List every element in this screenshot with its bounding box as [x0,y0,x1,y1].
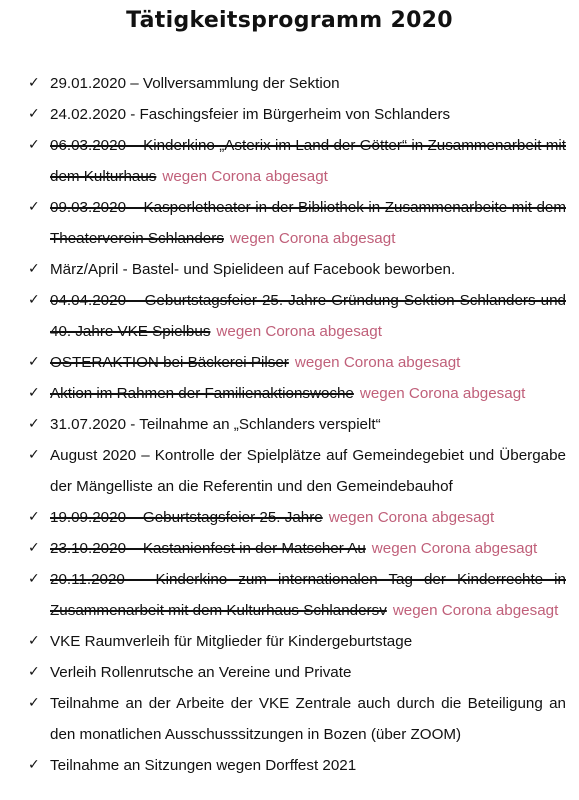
list-item [28,192,566,254]
list-item [28,533,566,564]
list-item [28,347,566,378]
checkmark-icon: ✓ [28,695,40,711]
cancel-note: wegen Corona abgesagt [328,509,495,526]
list-item [28,657,566,688]
list-item [28,688,566,750]
item-text-struck: 23.10.2020 – Kastanienfest in der Matscher Au [50,540,366,557]
list-item [28,409,566,440]
cancel-note: wegen Corona abgesagt [229,230,396,247]
item-text-struck: 09.03.2020 – Kasperletheater in der Bibliothek in Zusammenarbeite mit dem Theaterverein Schlanders [50,199,566,247]
item-text-struck: 04.04.2020 – Geburtstagsfeier 25. Jahre Gründung Sektion Schlanders und 40. Jahre VKE Spielbus [50,292,566,340]
list-item [28,130,566,192]
checkmark-icon: ✓ [28,75,40,91]
cancel-note: wegen Corona abgesagt [294,354,461,371]
item-text: VKE Raumverleih für Mitglieder für Kindergeburtstage [50,633,413,650]
checkmark-icon: ✓ [28,757,40,773]
checkmark-icon: ✓ [28,261,40,277]
checkmark-icon: ✓ [28,354,40,370]
checkmark-icon: ✓ [28,292,40,308]
item-text-struck: 19.09.2020 – Geburtstagsfeier 25. Jahre [50,509,323,526]
list-item [28,750,566,781]
list-item [28,68,566,99]
item-text-struck: 20.11.2020 – Kinderkino zum internationalen Tag der Kinderrechte in Zusammenarbeit mit dem Kulturhaus Schlandersv [50,571,566,619]
cancel-note: wegen Corona abgesagt [162,168,328,185]
list-item [28,254,566,285]
checkmark-icon: ✓ [28,509,40,525]
item-text: 29.01.2020 – Vollversammlung der Sektion [50,75,340,92]
item-text: März/April - Bastel- und Spielideen auf Facebook beworben. [50,261,456,278]
item-text-struck: 06.03.2020 – Kinderkino „Asterix im Land der Götter“ in Zusammenarbeit mit dem Kulturhaus [50,137,566,185]
checkmark-icon: ✓ [28,199,40,215]
cancel-note: wegen Corona abgesagt [371,540,538,557]
checkmark-icon: ✓ [28,137,40,153]
checkmark-icon: ✓ [28,447,40,463]
item-text-struck: Aktion im Rahmen der Familienaktionswoche [50,385,354,402]
list-item [28,99,566,130]
list-item [28,502,566,533]
item-text: Teilnahme an Sitzungen wegen Dorffest 2021 [50,757,357,774]
list-item [28,285,566,347]
checkmark-icon: ✓ [28,416,40,432]
cancel-note: wegen Corona abgesagt [392,602,559,619]
checkmark-icon: ✓ [28,664,40,680]
item-text: Teilnahme an der Arbeite der VKE Zentrale auch durch die Beteiligung an den monatlichen Ausschusssitzungen in Bozen (über ZOOM) [50,695,566,743]
item-text: August 2020 – Kontrolle der Spielplätze auf Gemeindegebiet und Übergabe der Mängelliste an die Referentin und den Gemeindebauhof [50,447,566,495]
checkmark-icon: ✓ [28,633,40,649]
item-text: 24.02.2020 - Faschingsfeier im Bürgerheim von Schlanders [50,106,451,123]
item-text: Verleih Rollenrutsche an Vereine und Private [50,664,352,681]
page-title: Tätigkeitsprogramm 2020 [126,8,453,33]
item-text: 31.07.2020 - Teilnahme an „Schlanders verspielt“ [50,416,381,433]
cancel-note: wegen Corona abgesagt [216,323,382,340]
item-text-struck: OSTERAKTION bei Bäckerei Pilser [50,354,289,371]
cancel-note: wegen Corona abgesagt [359,385,526,402]
checkmark-icon: ✓ [28,106,40,122]
list-item [28,626,566,657]
list-item [28,378,566,409]
list-item [28,440,566,502]
activity-list [28,68,566,781]
checkmark-icon: ✓ [28,540,40,556]
list-item [28,564,566,626]
checkmark-icon: ✓ [28,385,40,401]
checkmark-icon: ✓ [28,571,40,587]
